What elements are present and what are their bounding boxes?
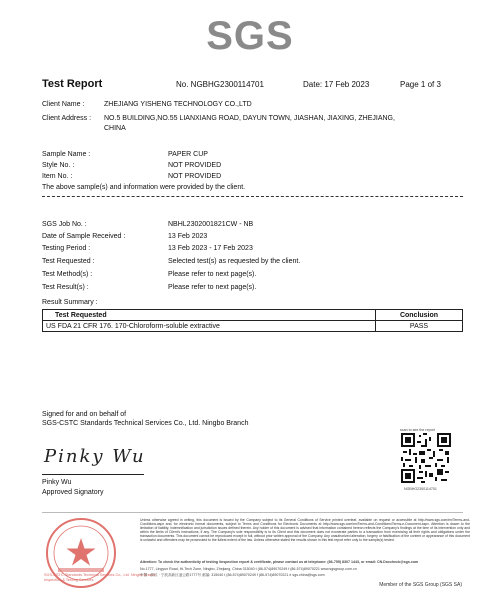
table-row bbox=[43, 321, 463, 332]
table-header-row bbox=[43, 310, 463, 321]
result-label: Test Result(s) : bbox=[42, 284, 89, 291]
col-conclusion: Conclusion bbox=[376, 310, 463, 321]
test-cell: US FDA 21 CFR 176. 170-Chloroform-soluble extractive bbox=[43, 321, 376, 332]
result-summary-table bbox=[42, 309, 463, 332]
client-address-line1: NO.5 BUILDING,NO.55 LIANXIANG ROAD, DAYUN TOWN, JIASHAN, JIAXING, ZHEJIANG, bbox=[104, 115, 395, 122]
footer-address-en: No.1777, Lingyun Road, Hi-Tech Zone, Ningbo, Zhejiang, China 315040 t (86-574)89070249 f (86-574)89070221 www.sgsgroup.com.cn bbox=[140, 567, 357, 571]
col-test-requested: Test Requested bbox=[43, 310, 376, 321]
signed-line2: SGS-CSTC Standards Technical Services Co., Ltd. Ningbo Branch bbox=[42, 420, 249, 427]
period-label: Testing Period : bbox=[42, 245, 91, 252]
report-number: No. NGBHG2300114701 bbox=[176, 80, 264, 89]
signatory-title: Approved Signatory bbox=[42, 489, 104, 496]
sgs-logo-text: SGS bbox=[206, 14, 294, 58]
client-name-value: ZHEJIANG YISHENG TECHNOLOGY CO.,LTD bbox=[104, 101, 252, 108]
period-value: 13 Feb 2023 - 17 Feb 2023 bbox=[168, 245, 253, 252]
seal-label: SGS-CSTC Standards Technical Services Co., Ltd. Ningbo Branch bbox=[44, 573, 156, 577]
requested-value: Selected test(s) as requested by the client. bbox=[168, 258, 301, 265]
member-note: Member of the SGS Group (SGS SA) bbox=[379, 582, 462, 588]
sgs-logo bbox=[0, 14, 500, 59]
method-value: Please refer to next page(s). bbox=[168, 271, 257, 278]
client-name-label: Client Name : bbox=[42, 101, 85, 108]
qr-caption-bottom: NGBHG2300114701 bbox=[404, 487, 437, 491]
signed-line1: Signed for and on behalf of bbox=[42, 411, 127, 418]
footer-divider bbox=[42, 512, 463, 513]
handwritten-signature: Pinky Wu bbox=[44, 446, 146, 467]
job-no-value: NBHL2302001821CW - NB bbox=[168, 221, 254, 228]
received-value: 13 Feb 2023 bbox=[168, 233, 208, 240]
item-no-value: NOT PROVIDED bbox=[168, 173, 222, 180]
qr-caption-top: scan to see the report bbox=[400, 428, 435, 432]
job-no-label: SGS Job No. : bbox=[42, 221, 87, 228]
footer-address-cn: 中国 · 浙江 · 宁波高新区凌云路1777号 邮编: 315040 t (86-574)89070249 f (86-574)89070221 e sgs.china@sgs.com bbox=[140, 573, 325, 577]
requested-label: Test Requested : bbox=[42, 258, 95, 265]
result-value: Please refer to next page(s). bbox=[168, 284, 257, 291]
seal-sublabel: Inspection & Testing Services bbox=[44, 578, 94, 582]
sample-name-label: Sample Name : bbox=[42, 151, 91, 158]
client-address-label: Client Address : bbox=[42, 115, 92, 122]
signatory-name: Pinky Wu bbox=[42, 479, 72, 486]
received-label: Date of Sample Received : bbox=[42, 233, 126, 240]
style-no-label: Style No. : bbox=[42, 162, 75, 169]
divider bbox=[42, 196, 463, 197]
qr-code-icon[interactable] bbox=[401, 433, 451, 483]
method-label: Test Method(s) : bbox=[42, 271, 93, 278]
style-no-value: NOT PROVIDED bbox=[168, 162, 222, 169]
report-title: Test Report bbox=[42, 78, 103, 90]
client-address-line2: CHINA bbox=[104, 125, 126, 132]
signature-line bbox=[42, 474, 144, 475]
conclusion-cell: PASS bbox=[376, 321, 463, 332]
report-date: Date: 17 Feb 2023 bbox=[303, 80, 370, 89]
page-indicator: Page 1 of 3 bbox=[400, 80, 441, 89]
authenticity-note: Attention: To check the authenticity of testing /inspection report & certificate, please contact us at telephone: (86-755) 8307 1443, or email: CN.Doccheck@sgs.com bbox=[140, 560, 419, 564]
sample-name-value: PAPER CUP bbox=[168, 151, 208, 158]
fine-print: Unless otherwise agreed in writing, this document is issued by the Company subject to its General Conditions of Service printed overleaf, available on request or accessible at http://www.sgs.com/en/Terms-and-Conditions.aspx and, for electronic format documents, subject to Terms and Conditions for Electronic Documents at http://www.sgs.com/en/Terms-and-Conditions/Terms-e-Document.aspx. Attention is drawn to the limitation of liability, indemnification and jurisdiction issues defined therein. Any holder of this document is advised that information contained hereon reflects the Company's findings at the time of its intervention only and within the limits of Client's instructions, if any. The Company's sole responsibility is to its Client and this document does not exonerate parties to a transaction from exercising all their rights and obligations under the transaction documents. This document cannot be reproduced except in full, without prior written approval of the Company. Any unauthorized alteration, forgery or falsification of the content or appearance of this document is unlawful and offenders may be prosecuted to the fullest extent of the law. Unless otherwise stated the results shown in this test report refer only to the sample(s) tested. bbox=[140, 518, 470, 542]
item-no-label: Item No. : bbox=[42, 173, 73, 180]
result-summary-label: Result Summary : bbox=[42, 299, 98, 306]
sample-note: The above sample(s) and information were provided by the client. bbox=[42, 184, 246, 191]
